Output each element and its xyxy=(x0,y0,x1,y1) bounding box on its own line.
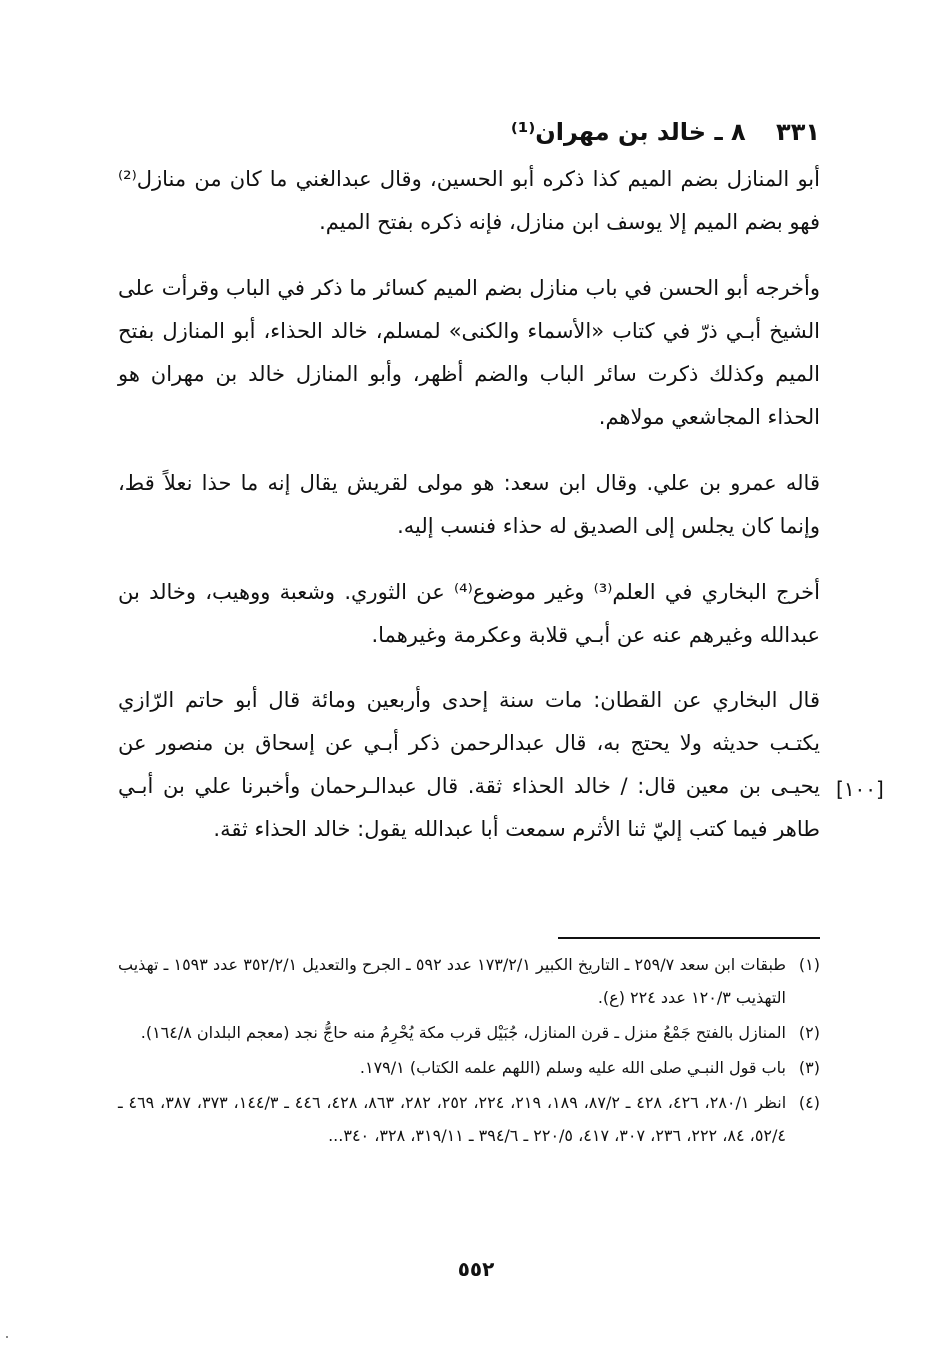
footnote-text: المنازل بالفتح جَمْعُ منزل ـ قرن المنازل، جُبَيْل قرب مكة يُحْرِمُ منه حاجُّ نجد (معجم البلدان ١٦٤/٨). xyxy=(140,1023,786,1042)
footnote-1 xyxy=(118,948,820,1014)
paragraph-5: قال البخاري عن القطان: مات سنة إحدى وأربعين ومائة قال أبو حاتم الرّازي يكتـب حديثه ولا يحتج به، قال عبدالرحمن ذكر أبـي عن إسحاق بن منصور عن يحيـى بن معين قال: / خالد الحذاء ثقة. قال عبدالـرحمان وأخبرنا علي بن أبـي طاهر فيما كتب إليّ ثنا الأثرم سمعت أبا عبدالله يقول: خالد الحذاء ثقة. xyxy=(118,688,820,841)
paragraph-2: وأخرجه أبو الحسن في باب منازل بضم الميم كسائر ما ذكر في الباب وقرأت على الشيخ أبـي ذرّ في كتاب «الأسماء والكنى» لمسلم، خالد الحذاء، أبو المنازل بفتح الميم وكذلك ذكرت سائر الباب والضم أظهر، وأبو المنازل خالد بن مهران هو الحذاء المجاشعي مولاهم. xyxy=(118,276,820,429)
footnote-text: انظر ٢٨٠/١، ٤٢٦، ٤٢٨ ـ ٨٧/٢، ١٨٩، ٢١٩، ٢٢٤، ٢٥٢، ٢٨٢، ٨٦٣، ٤٢٨، ٤٤٦ ـ ١٤٤/٣، ٣٧٣، ٣٨٧، ٤٦٩ ـ ٥٢/٤، ٨٤، ٢٢٢، ٢٣٦، ٣٠٧، ٤١٧، ٢٢٠/٥ ـ ٣٩٤/٦ ـ ٣١٩/١١، ٣٢٨، ٣٤٠... xyxy=(118,1093,787,1145)
margin-page-reference: [١٠٠] xyxy=(836,777,884,801)
footnote-number: (٢) xyxy=(798,1023,820,1042)
entry-number: ٣٣١ xyxy=(776,118,820,146)
footnote-3 xyxy=(118,1051,820,1084)
footnote-number: (٤) xyxy=(798,1093,820,1112)
footnote-text: طبقات ابن سعد ٢٥٩/٧ ـ التاريخ الكبير ١٧٣/٢/١ عدد ٥٩٢ ـ الجرح والتعديل ٣٥٢/٢/١ عدد ١٥٩٣ ـ تهذيب التهذيب ١٢٠/٣ عدد ٢٢٤ (ع). xyxy=(118,955,787,1007)
paragraph-1: أبو المنازل بضم الميم كذا ذكره أبو الحسين، وقال عبدالغني ما كان من منازل⁽²⁾ فهو بضم الميم إلا يوسف ابن منازل، فإنه ذكره بفتح الميم. xyxy=(118,167,820,234)
footnotes xyxy=(118,948,820,1154)
footnote-text: باب قول النبـي صلى الله عليه وسلم (اللهم علمه الكتاب) ١٧٩/١. xyxy=(359,1058,786,1077)
entry-heading xyxy=(120,112,820,152)
footnote-divider xyxy=(558,937,820,939)
footnote-number: (٣) xyxy=(798,1058,820,1077)
footnote-number: (١) xyxy=(798,955,820,974)
scan-speck xyxy=(6,1336,8,1338)
footnote-2 xyxy=(118,1016,820,1049)
footnote-4 xyxy=(118,1086,820,1152)
page-number: ٥٥٢ xyxy=(457,1257,495,1281)
entry-title: ٨ ـ خالد بن مهران⁽¹⁾ xyxy=(510,118,746,146)
paragraph-4: أخرج البخاري في العلم⁽³⁾ وغير موضوع⁽⁴⁾ عن الثوري. وشعبة ووهيب، وخالد بن عبدالله وغيرهم عنه عن أبـي قلابة وعكرمة وغيرهما. xyxy=(118,580,820,647)
paragraph-3: قاله عمرو بن علي. وقال ابن سعد: هو مولى لقريش يقال إنه ما حذا نعلاً قط، وإنما كان يجلس إلى الصديق له حذاء فنسب إليه. xyxy=(118,471,820,538)
